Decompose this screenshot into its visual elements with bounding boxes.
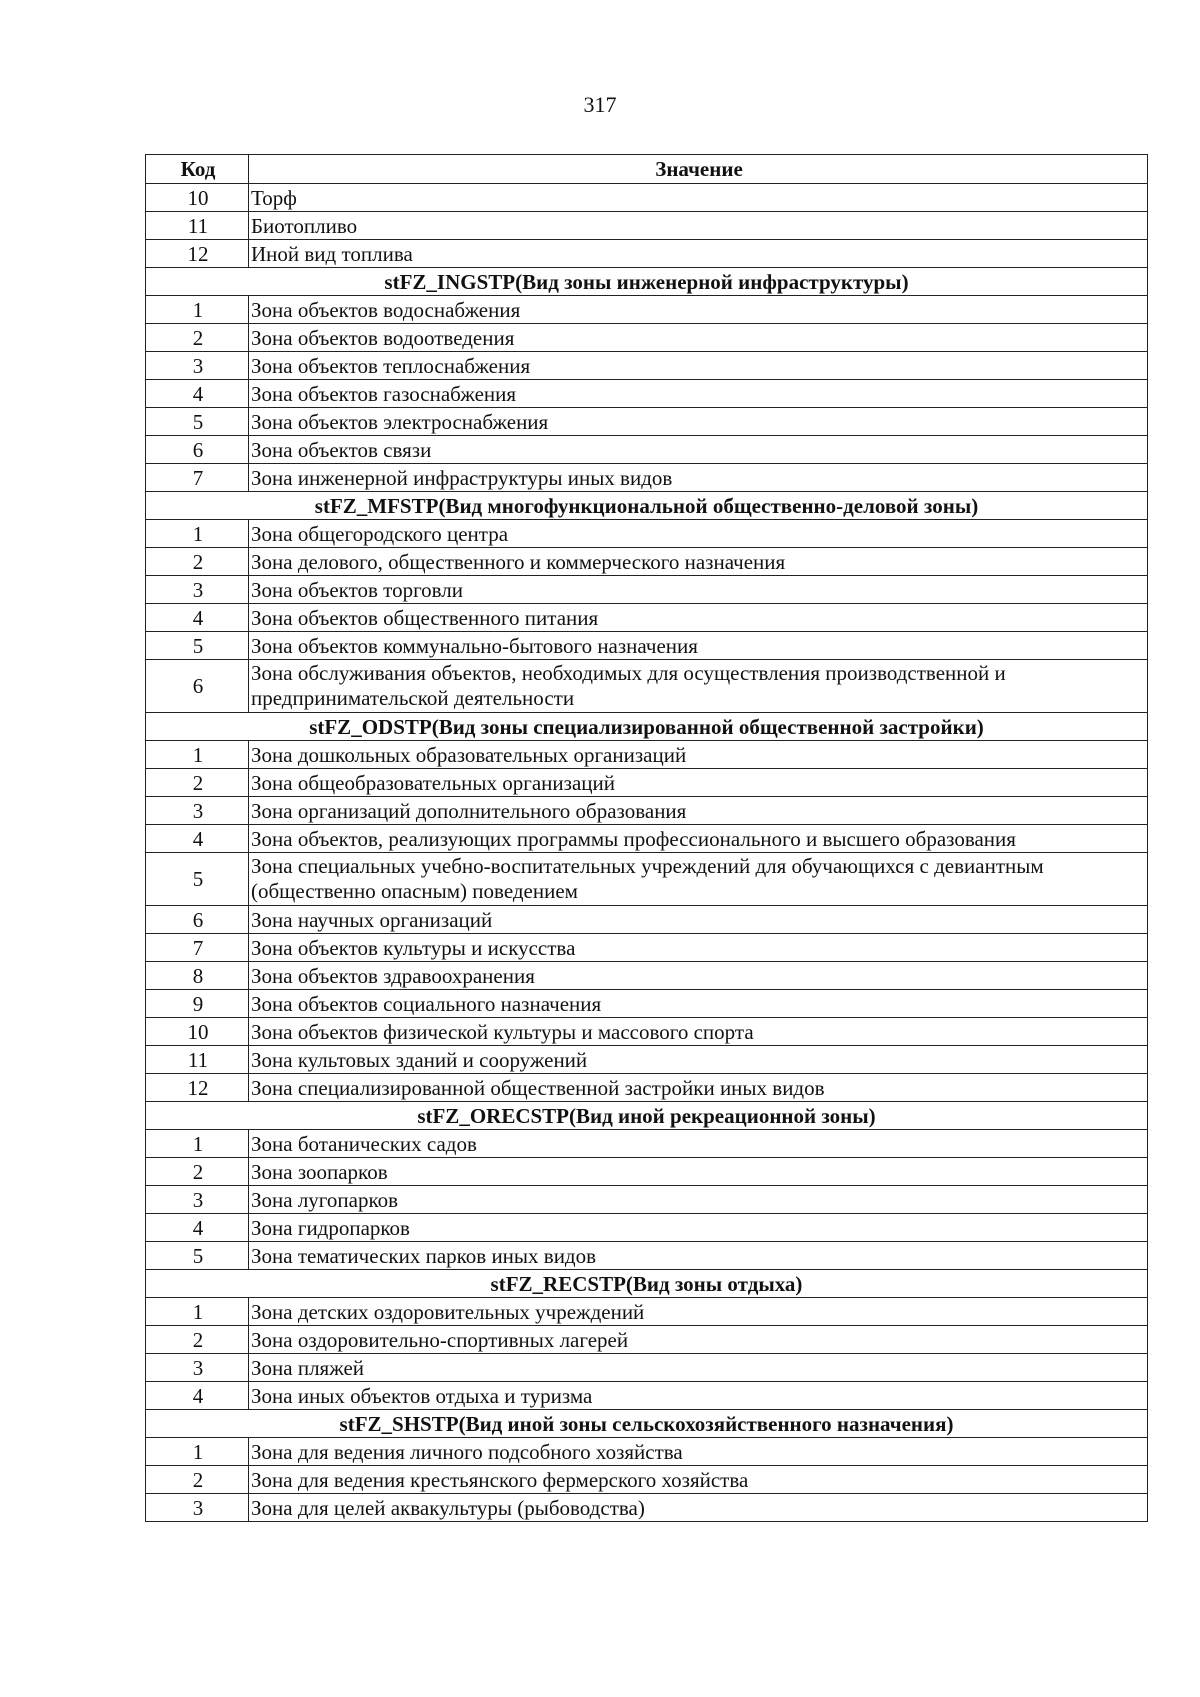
- code-cell: 3: [146, 797, 249, 825]
- table-row: [146, 380, 1148, 408]
- value-cell: Зона иных объектов отдыха и туризма: [249, 1382, 1148, 1410]
- table-row: [146, 1018, 1148, 1046]
- value-cell: Зона дошкольных образовательных организаций: [249, 741, 1148, 769]
- code-cell: 2: [146, 548, 249, 576]
- table-row: [146, 324, 1148, 352]
- code-cell: 6: [146, 436, 249, 464]
- code-cell: 4: [146, 604, 249, 632]
- section-title: stFZ_RECSTP(Вид зоны отдыха): [146, 1270, 1148, 1298]
- table-row: [146, 1298, 1148, 1326]
- header-value: Значение: [249, 155, 1148, 184]
- code-cell: 2: [146, 324, 249, 352]
- section-title: stFZ_MFSTP(Вид многофункциональной общественно-деловой зоны): [146, 492, 1148, 520]
- section-header-row: [146, 1102, 1148, 1130]
- value-cell: Зона объектов электроснабжения: [249, 408, 1148, 436]
- table-row: [146, 1438, 1148, 1466]
- code-cell: 2: [146, 769, 249, 797]
- value-cell: Зона объектов водоснабжения: [249, 296, 1148, 324]
- code-cell: 4: [146, 825, 249, 853]
- value-cell: Зона организаций дополнительного образования: [249, 797, 1148, 825]
- table-row: [146, 741, 1148, 769]
- code-cell: 12: [146, 240, 249, 268]
- value-cell: Зона зоопарков: [249, 1158, 1148, 1186]
- value-cell: Зона объектов культуры и искусства: [249, 934, 1148, 962]
- value-cell: Зона научных организаций: [249, 906, 1148, 934]
- code-cell: 1: [146, 741, 249, 769]
- value-cell: Зона инженерной инфраструктуры иных видов: [249, 464, 1148, 492]
- value-cell: Зона для ведения личного подсобного хозяйства: [249, 1438, 1148, 1466]
- value-cell: Зона для ведения крестьянского фермерского хозяйства: [249, 1466, 1148, 1494]
- table-row: [146, 990, 1148, 1018]
- code-cell: 4: [146, 1214, 249, 1242]
- code-cell: 4: [146, 380, 249, 408]
- table-row: [146, 520, 1148, 548]
- code-cell: 3: [146, 1494, 249, 1522]
- value-cell: Зона культовых зданий и сооружений: [249, 1046, 1148, 1074]
- value-cell: Зона объектов общественного питания: [249, 604, 1148, 632]
- value-cell: Зона гидропарков: [249, 1214, 1148, 1242]
- table-header-row: [146, 155, 1148, 184]
- code-cell: 5: [146, 408, 249, 436]
- value-cell: Зона объектов коммунально-бытового назначения: [249, 632, 1148, 660]
- code-cell: 5: [146, 632, 249, 660]
- table-row: [146, 825, 1148, 853]
- value-cell: Зона объектов физической культуры и массового спорта: [249, 1018, 1148, 1046]
- value-cell: Зона специализированной общественной застройки иных видов: [249, 1074, 1148, 1102]
- value-cell: Зона для целей аквакультуры (рыбоводства): [249, 1494, 1148, 1522]
- value-cell: Зона общеобразовательных организаций: [249, 769, 1148, 797]
- header-code: Код: [146, 155, 249, 184]
- value-cell: Зона объектов связи: [249, 436, 1148, 464]
- code-cell: 3: [146, 1354, 249, 1382]
- code-cell: 8: [146, 962, 249, 990]
- code-cell: 3: [146, 352, 249, 380]
- section-header-row: [146, 1270, 1148, 1298]
- value-cell: Зона тематических парков иных видов: [249, 1242, 1148, 1270]
- table-row: [146, 436, 1148, 464]
- code-cell: 12: [146, 1074, 249, 1102]
- value-cell: Зона ботанических садов: [249, 1130, 1148, 1158]
- table-row: [146, 1158, 1148, 1186]
- code-cell: 1: [146, 1130, 249, 1158]
- table-row: [146, 212, 1148, 240]
- table-row: [146, 1074, 1148, 1102]
- code-cell: 7: [146, 934, 249, 962]
- table-row: [146, 464, 1148, 492]
- value-cell: Зона делового, общественного и коммерческого назначения: [249, 548, 1148, 576]
- table-row: [146, 352, 1148, 380]
- table-row: [146, 1046, 1148, 1074]
- table-row: [146, 1326, 1148, 1354]
- value-cell: Зона детских оздоровительных учреждений: [249, 1298, 1148, 1326]
- code-cell: 11: [146, 1046, 249, 1074]
- code-cell: 5: [146, 853, 249, 906]
- code-cell: 2: [146, 1466, 249, 1494]
- code-cell: 1: [146, 296, 249, 324]
- page-number: 317: [583, 92, 617, 117]
- table-row: [146, 1354, 1148, 1382]
- table-row: [146, 853, 1148, 906]
- code-table: [145, 154, 1148, 1522]
- value-cell: Зона объектов социального назначения: [249, 990, 1148, 1018]
- value-cell: Зона объектов торговли: [249, 576, 1148, 604]
- code-cell: 10: [146, 184, 249, 212]
- table-row: [146, 296, 1148, 324]
- code-cell: 2: [146, 1158, 249, 1186]
- value-cell: Зона объектов водоотведения: [249, 324, 1148, 352]
- table-row: [146, 1242, 1148, 1270]
- code-cell: 7: [146, 464, 249, 492]
- table-row: [146, 408, 1148, 436]
- value-cell: Зона специальных учебно-воспитательных учреждений для обучающихся с девиантным (общественно опасным) поведением: [249, 853, 1148, 906]
- code-cell: 6: [146, 906, 249, 934]
- section-header-row: [146, 268, 1148, 296]
- table-row: [146, 632, 1148, 660]
- code-cell: 3: [146, 576, 249, 604]
- value-cell: Зона пляжей: [249, 1354, 1148, 1382]
- table-row: [146, 1186, 1148, 1214]
- value-cell: Иной вид топлива: [249, 240, 1148, 268]
- value-cell: Зона объектов, реализующих программы профессионального и высшего образования: [249, 825, 1148, 853]
- table-row: [146, 934, 1148, 962]
- section-header-row: [146, 1410, 1148, 1438]
- section-title: stFZ_ODSTP(Вид зоны специализированной общественной застройки): [146, 713, 1148, 741]
- table-row: [146, 962, 1148, 990]
- value-cell: Торф: [249, 184, 1148, 212]
- value-cell: Зона общегородского центра: [249, 520, 1148, 548]
- code-cell: 9: [146, 990, 249, 1018]
- table-row: [146, 240, 1148, 268]
- table-row: [146, 1466, 1148, 1494]
- table-row: [146, 1130, 1148, 1158]
- code-cell: 6: [146, 660, 249, 713]
- code-cell: 2: [146, 1326, 249, 1354]
- section-header-row: [146, 713, 1148, 741]
- section-header-row: [146, 492, 1148, 520]
- table-row: [146, 1494, 1148, 1522]
- table-row: [146, 576, 1148, 604]
- value-cell: Зона лугопарков: [249, 1186, 1148, 1214]
- table-row: [146, 548, 1148, 576]
- table-body: [146, 184, 1148, 1522]
- table-row: [146, 660, 1148, 713]
- code-cell: 4: [146, 1382, 249, 1410]
- table-row: [146, 604, 1148, 632]
- code-cell: 1: [146, 1438, 249, 1466]
- code-cell: 3: [146, 1186, 249, 1214]
- section-title: stFZ_INGSTP(Вид зоны инженерной инфраструктуры): [146, 268, 1148, 296]
- code-cell: 11: [146, 212, 249, 240]
- table-row: [146, 797, 1148, 825]
- table-row: [146, 906, 1148, 934]
- table-row: [146, 1214, 1148, 1242]
- value-cell: Зона оздоровительно-спортивных лагерей: [249, 1326, 1148, 1354]
- code-cell: 10: [146, 1018, 249, 1046]
- code-cell: 5: [146, 1242, 249, 1270]
- code-cell: 1: [146, 520, 249, 548]
- code-cell: 1: [146, 1298, 249, 1326]
- value-cell: Зона объектов теплоснабжения: [249, 352, 1148, 380]
- table-row: [146, 769, 1148, 797]
- section-title: stFZ_SHSTP(Вид иной зоны сельскохозяйственного назначения): [146, 1410, 1148, 1438]
- value-cell: Зона объектов газоснабжения: [249, 380, 1148, 408]
- section-title: stFZ_ORECSTP(Вид иной рекреационной зоны): [146, 1102, 1148, 1130]
- table-row: [146, 184, 1148, 212]
- table-row: [146, 1382, 1148, 1410]
- value-cell: Биотопливо: [249, 212, 1148, 240]
- value-cell: Зона объектов здравоохранения: [249, 962, 1148, 990]
- value-cell: Зона обслуживания объектов, необходимых для осуществления производственной и предпринимательской деятельности: [249, 660, 1148, 713]
